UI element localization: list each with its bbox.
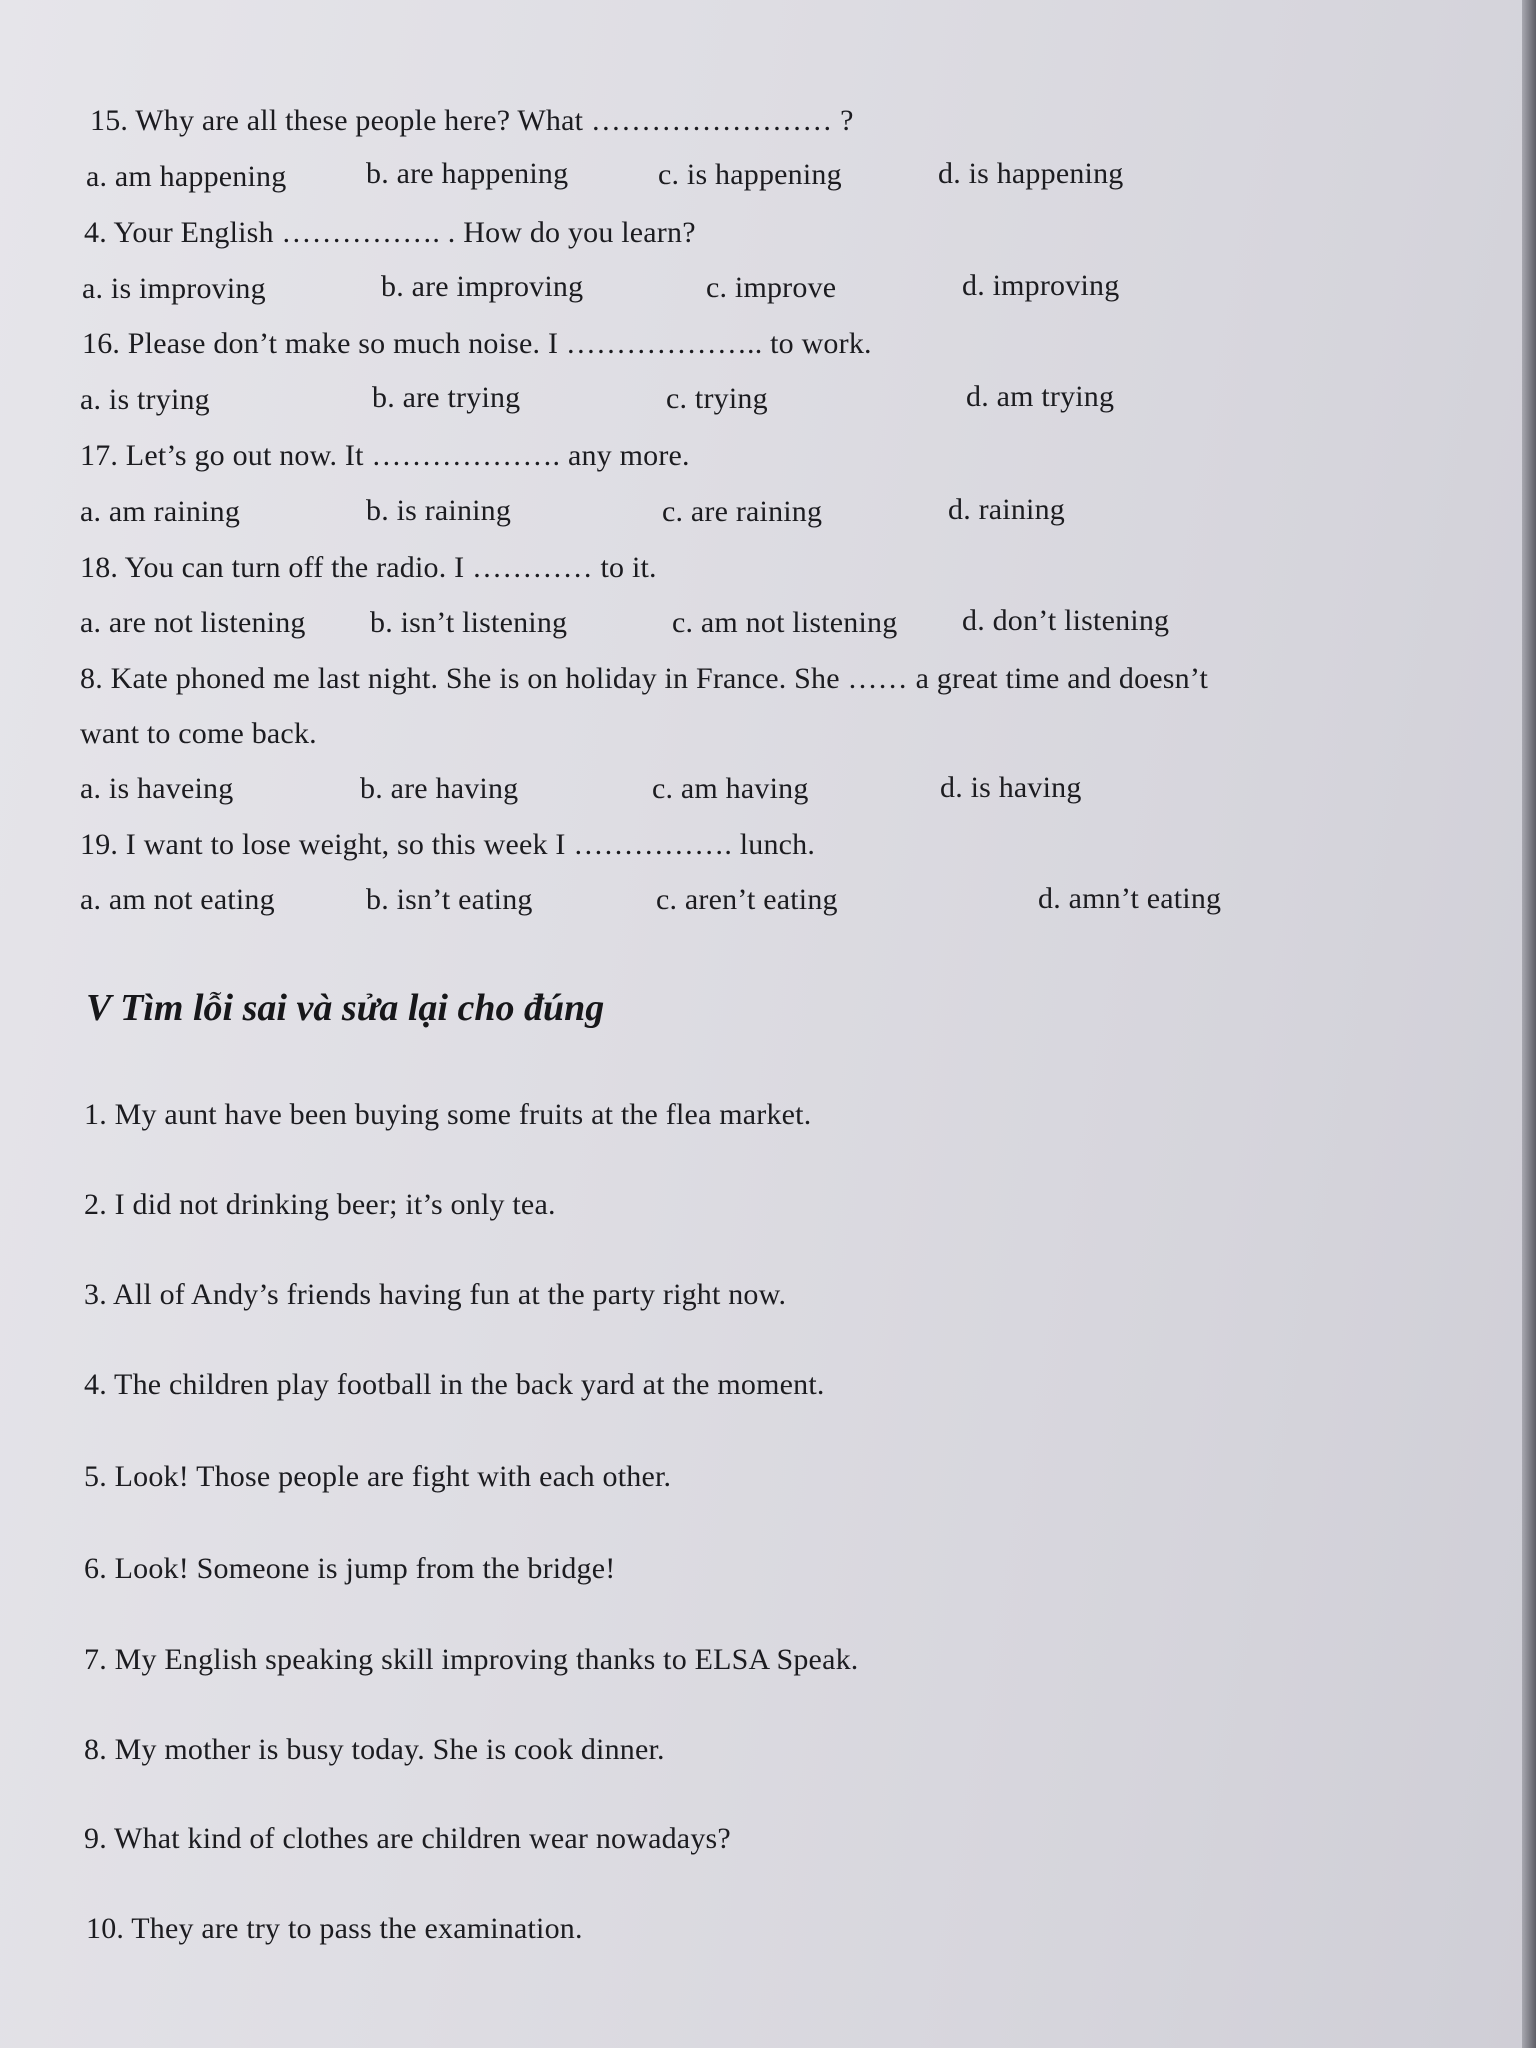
answer-option: d. am trying	[966, 380, 1115, 413]
question-stem: 15. Why are all these people here? What …………………… ?	[90, 104, 854, 137]
answer-option: a. am raining	[80, 495, 241, 528]
answer-option: a. is trying	[80, 383, 210, 416]
question-stem: 17. Let’s go out now. It ………………. any more.	[80, 439, 690, 472]
answer-option: c. trying	[666, 382, 768, 415]
answer-option: b. isn’t eating	[366, 883, 533, 916]
question-stem-continued: want to come back.	[80, 717, 317, 750]
answer-option: a. am happening	[86, 160, 287, 193]
answer-option: d. don’t listening	[962, 604, 1170, 637]
answer-option: b. are having	[360, 772, 519, 805]
answer-option: c. am having	[652, 772, 809, 805]
answer-option: a. am not eating	[80, 883, 275, 916]
answer-option: b. are improving	[381, 270, 584, 303]
answer-option: b. is raining	[366, 494, 512, 527]
answer-option: d. is happening	[938, 157, 1124, 190]
error-sentence: 6. Look! Someone is jump from the bridge!	[84, 1552, 616, 1585]
answer-option: d. is having	[940, 771, 1082, 804]
question-stem: 18. You can turn off the radio. I ………… to it.	[80, 551, 657, 584]
error-sentence: 3. All of Andy’s friends having fun at the party right now.	[84, 1278, 787, 1311]
error-sentence: 9. What kind of clothes are children wear nowadays?	[84, 1822, 731, 1855]
answer-option: c. improve	[706, 271, 837, 304]
answer-option: b. are trying	[372, 381, 521, 414]
error-sentence: 8. My mother is busy today. She is cook dinner.	[84, 1733, 665, 1766]
error-sentence: 2. I did not drinking beer; it’s only tea.	[84, 1188, 556, 1221]
answer-option: b. are happening	[366, 157, 569, 190]
question-stem: 4. Your English ……………. . How do you learn?	[84, 216, 696, 249]
paper-edge-shadow	[1522, 0, 1536, 2048]
answer-option: c. are raining	[662, 495, 823, 528]
answer-option: a. is improving	[82, 272, 266, 305]
answer-option: d. improving	[962, 269, 1120, 302]
answer-option: c. aren’t eating	[656, 883, 838, 916]
answer-option: c. am not listening	[672, 606, 898, 639]
question-stem: 8. Kate phoned me last night. She is on holiday in France. She …… a great time and doesn’t	[80, 662, 1209, 695]
answer-option: d. raining	[948, 493, 1065, 526]
answer-option: b. isn’t listening	[370, 606, 568, 639]
error-sentence: 7. My English speaking skill improving thanks to ELSA Speak.	[84, 1643, 859, 1676]
answer-option: d. amn’t eating	[1038, 882, 1222, 915]
error-sentence: 5. Look! Those people are fight with each other.	[84, 1460, 672, 1493]
error-sentence: 10. They are try to pass the examination.	[86, 1912, 583, 1945]
question-stem: 19. I want to lose weight, so this week I ……………. lunch.	[80, 828, 816, 861]
question-stem: 16. Please don’t make so much noise. I ……………….. to work.	[82, 327, 872, 360]
answer-option: c. is happening	[658, 158, 842, 191]
answer-option: a. is haveing	[80, 772, 234, 805]
error-sentence: 4. The children play football in the back yard at the moment.	[84, 1368, 825, 1401]
answer-option: a. are not listening	[80, 606, 306, 639]
section-heading: V Tìm lỗi sai và sửa lại cho đúng	[86, 987, 605, 1029]
error-sentence: 1. My aunt have been buying some fruits at the flea market.	[84, 1098, 812, 1131]
